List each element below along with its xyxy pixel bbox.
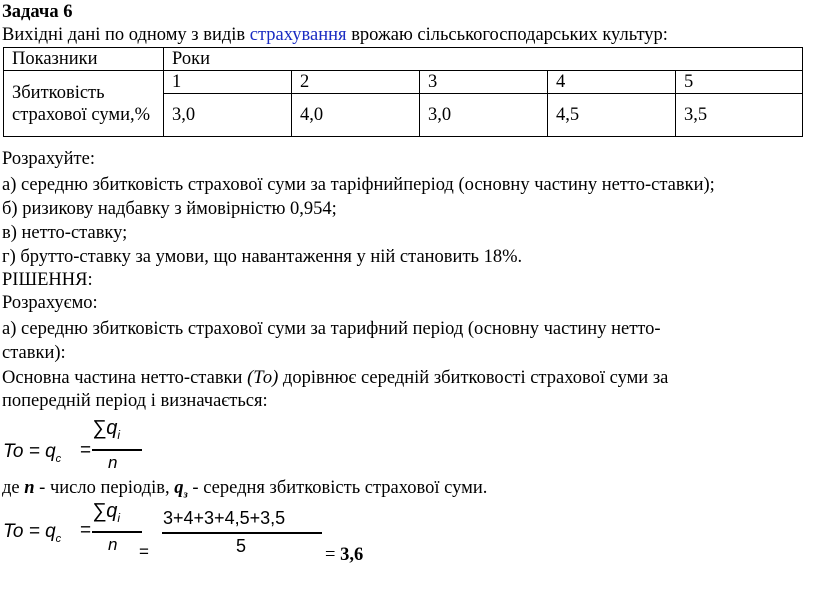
step-a-line2: ставки): xyxy=(2,343,66,363)
task-item: а) середню збитковість страхової суми за таріфнийперіод (основну частину нетто-ставки); xyxy=(2,175,715,195)
calc-heading: Розрахуємо: xyxy=(2,293,98,313)
calc-result: 3,6 xyxy=(340,545,364,565)
explain-rest: дорівнює середній збитковості страхової суми за xyxy=(278,368,669,388)
intro-after: врожаю сільськогосподарських культур: xyxy=(346,25,668,45)
calc-sum-numerator: 3+4+3+4,5+3,5 xyxy=(163,508,286,528)
task-heading: Розрахуйте: xyxy=(2,149,95,169)
table-header-label: Показники xyxy=(4,48,164,71)
data-table xyxy=(3,47,803,137)
calc-numerator-sum: $\sum q_i$ xyxy=(92,500,121,525)
task-item: б) ризикову надбавку з ймовірністю 0,954; xyxy=(2,199,337,219)
formula-lhs: $To = q_c$ xyxy=(3,441,62,465)
calc-sum-denominator: 5 xyxy=(236,536,247,556)
year-cell: 3 xyxy=(420,71,548,94)
table-header-years: Роки xyxy=(164,48,803,71)
task-title: Задача 6 xyxy=(2,2,73,22)
explain-prefix: Основна частина нетто-ставки xyxy=(2,368,248,388)
n-symbol: n xyxy=(24,478,35,498)
solution-heading: РІШЕННЯ: xyxy=(2,270,93,290)
calc-lhs: $To = q_c$ xyxy=(3,521,62,545)
value-cell: 3,0 xyxy=(164,94,292,137)
insurance-link[interactable]: страхування xyxy=(249,25,347,45)
value-cell: 3,0 xyxy=(420,94,548,137)
to-symbol: (То) xyxy=(247,368,279,388)
year-cell: 4 xyxy=(548,71,676,94)
year-cell: 2 xyxy=(292,71,420,94)
year-cell: 1 xyxy=(164,71,292,94)
calc-fraction-bar-1 xyxy=(92,531,142,533)
value-cell: 3,5 xyxy=(676,94,803,137)
formula-fraction-bar xyxy=(92,449,142,451)
formula-numerator: $\sum q_i$ xyxy=(92,417,121,442)
task-item: г) брутто-ставку за умови, що навантаження у ній становить 18%. xyxy=(2,247,523,267)
calc-equals-1: = xyxy=(80,520,92,541)
formula-denominator: n xyxy=(108,453,118,472)
calc-result-line: = 3,6 xyxy=(325,545,364,565)
task-item: в) нетто-ставку; xyxy=(2,223,128,243)
calc-equals-2: = xyxy=(139,542,149,561)
calc-fraction-bar-2 xyxy=(162,532,322,534)
year-cell: 5 xyxy=(676,71,803,94)
explain-line1 xyxy=(2,367,668,389)
explain-line2: попередній період і визначається: xyxy=(2,391,268,411)
intro-before: Вихідні дані по одному з видів xyxy=(2,25,250,45)
formula-equals: = xyxy=(80,440,92,461)
value-cell: 4,5 xyxy=(548,94,676,137)
value-cell: 4,0 xyxy=(292,94,420,137)
calc-denominator-n: n xyxy=(108,535,118,554)
intro-text xyxy=(2,24,668,46)
table-row-label: Збитковість страхової суми,% xyxy=(4,71,164,137)
step-a-line1: а) середню збитковість страхової суми за тарифний період (основну частину нетто- xyxy=(2,319,661,339)
where-line: де n - число періодів, $q_з$ - середня збитковість страхової суми. xyxy=(2,478,488,501)
q-symbol: q xyxy=(174,478,184,498)
